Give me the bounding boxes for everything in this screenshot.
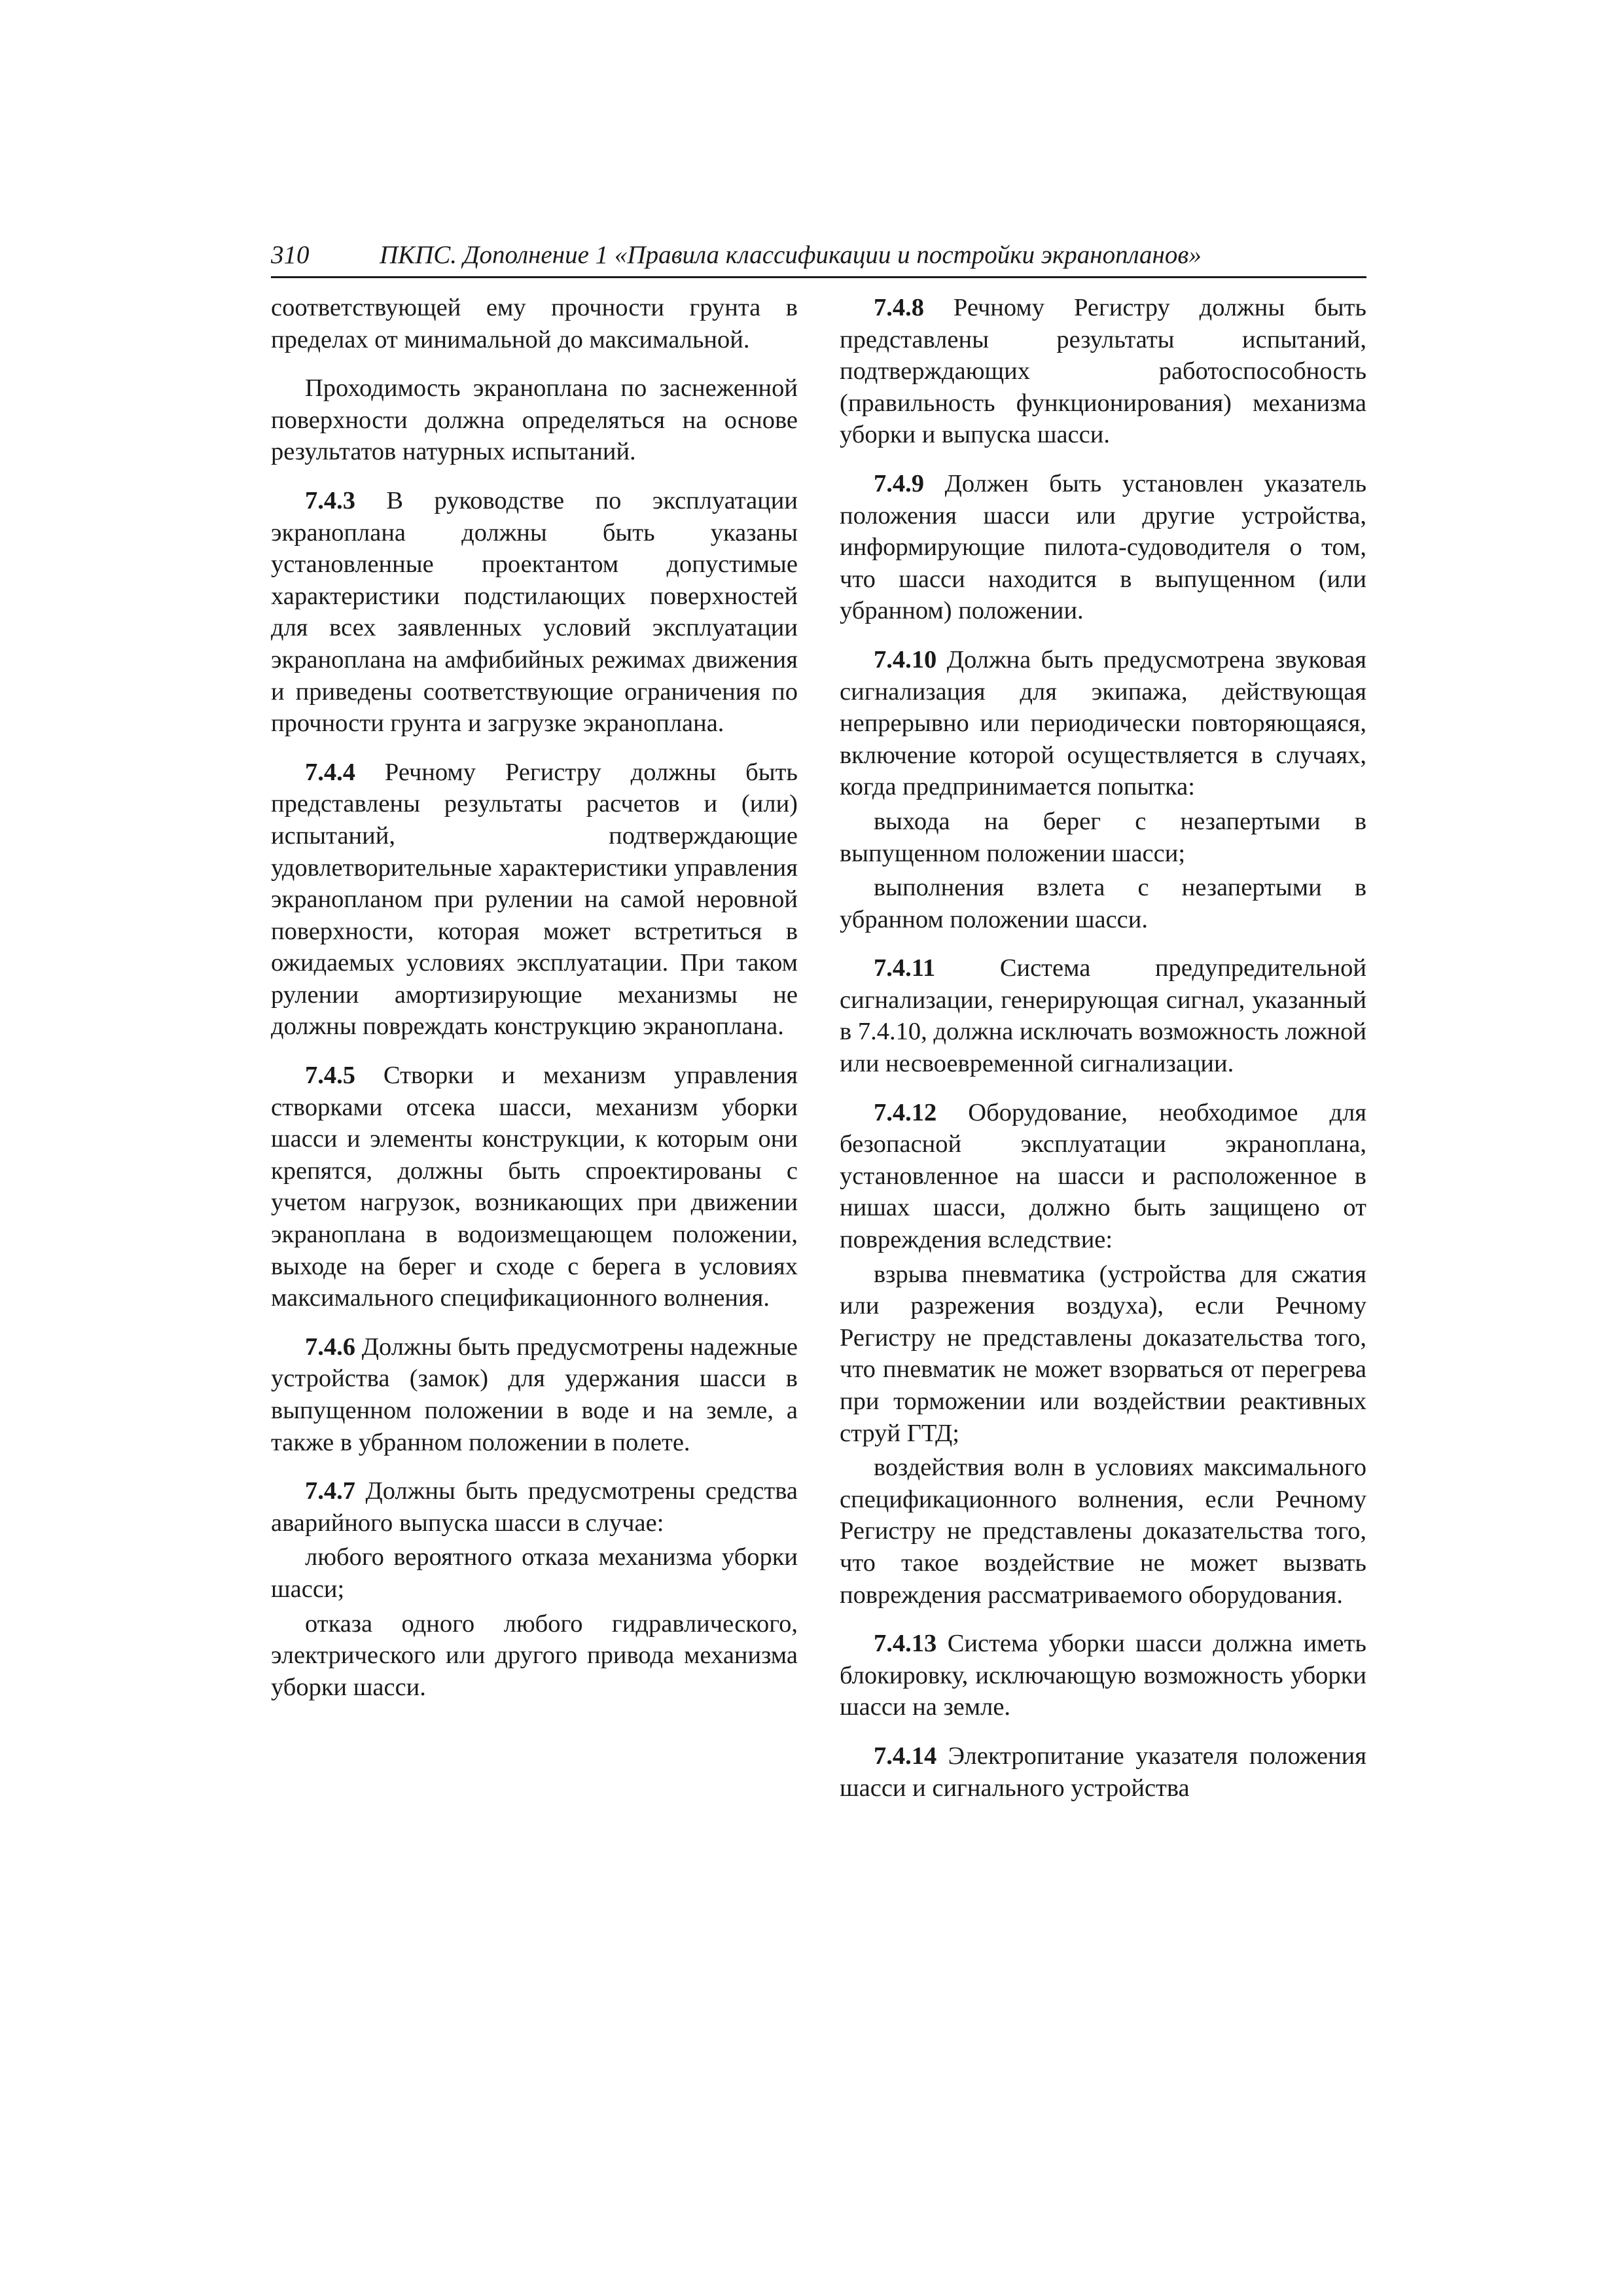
clause-7-4-11 [840,952,1366,1079]
clause-number: 7.4.10 [874,645,937,673]
clause-text: Должны быть предусмотрены средства аварийного выпуска шасси в случае: [271,1477,798,1537]
paragraph [271,292,798,355]
clause-text: Речному Регистру должны быть представлены результаты расчетов и (или) испытаний, подтверждающие удовлетворительные характеристики управления экранопланом при рулении на самой неровной поверхности, которая может встретиться в ожидаемых условиях эксплуатации. При таком рулении амортизирующие механизмы не должны повреждать конструкцию экраноплана. [271,758,798,1041]
clause-number: 7.4.3 [305,486,355,514]
clause-7-4-7 [271,1475,798,1539]
clause-7-4-4 [271,757,798,1043]
clause-number: 7.4.6 [305,1333,355,1361]
clause-7-4-14 [840,1740,1366,1804]
list-item [840,1259,1366,1450]
clause-number: 7.4.5 [305,1062,355,1090]
clause-7-4-8 [840,292,1366,451]
list-item [271,1541,798,1605]
clause-number: 7.4.4 [305,758,355,786]
clause-text: Должна быть предусмотрена звуковая сигнализация для экипажа, действующая непрерывно или периодически повторяющаяся, включение которой осуществляется в случаях, когда предпринимается попытка: [840,645,1366,801]
clause-number: 7.4.14 [874,1742,937,1770]
paragraph-text: соответствующей ему прочности грунта в пределах от минимальной до максимальной. [271,294,798,353]
clause-text: Должен быть установлен указатель положения шасси или другие устройства, информирующие пилота-судоводителя о том, что шасси находится в выпущенном (или убранном) положении. [840,469,1366,625]
list-item-text: отказа одного любого гидравлического, электрического или другого привода механизма уборки шасси. [271,1609,798,1701]
clause-number: 7.4.9 [874,469,924,497]
clause-text: Электропитание указателя положения шасси и сигнального устройства [840,1742,1366,1802]
list-item-text: выполнения взлета с незапертыми в убранном положении шасси. [840,874,1366,933]
running-title: ПКПС. Дополнение 1 «Правила классификации и постройки экранопланов» [380,241,1202,269]
page-number: 310 [271,241,310,269]
clause-text: Речному Регистру должны быть представлены результаты испытаний, подтверждающих работоспособность (правильность функционирования) механизма уборки и выпуска шасси. [840,294,1366,449]
clause-number: 7.4.12 [874,1098,937,1126]
clause-7-4-10 [840,644,1366,803]
clause-number: 7.4.11 [874,954,936,982]
clause-7-4-13 [840,1628,1366,1723]
clause-7-4-9 [840,468,1366,627]
clause-text: В руководстве по эксплуатации экраноплана должны быть указаны установленные проектантом допустимые характеристики подстилающих поверхностей для всех заявленных условий эксплуатации экраноплана на амфибийных режимах движения и приведены соответствующие ограничения по прочности грунта и загрузке экраноплана. [271,486,798,738]
list-item-text: выхода на берег с незапертыми в выпущенном положении шасси; [840,807,1366,867]
clause-text: Система предупредительной сигнализации, генерирующая сигнал, указанный в 7.4.10, должна исключать возможность ложной или несвоевременной сигнализации. [840,954,1366,1078]
paragraph [271,372,798,468]
clause-text: Система уборки шасси должна иметь блокировку, исключающую возможность уборки шасси на земле. [840,1630,1366,1721]
left-column [271,292,798,1720]
clause-number: 7.4.7 [305,1477,355,1505]
clause-number: 7.4.8 [874,294,924,321]
list-item-text: любого вероятного отказа механизма уборки шасси; [271,1543,798,1603]
page-header [271,238,1366,278]
clause-text: Оборудование, необходимое для безопасной эксплуатации экраноплана, установленное на шасси и расположенное в нишах шасси, должно быть защищено от повреждения вследствие: [840,1098,1366,1254]
paragraph-text: Проходимость экраноплана по заснеженной поверхности должна определяться на основе результатов натурных испытаний. [271,374,798,466]
list-item [840,1452,1366,1611]
clause-text: Должны быть предусмотрены надежные устройства (замок) для удержания шасси в выпущенном положении в воде и на земле, а также в убранном положении в полете. [271,1333,798,1456]
list-item [271,1608,798,1704]
list-item-text: воздействия волн в условиях максимального спецификационного волнения, если Речному Регистру не представлены доказательства того, что такое воздействие не может вызвать повреждения рассматриваемого оборудования. [840,1454,1366,1609]
clause-7-4-6 [271,1331,798,1458]
clause-7-4-12 [840,1097,1366,1256]
right-column [840,292,1366,1821]
clause-7-4-5 [271,1060,798,1314]
clause-text: Створки и механизм управления створками отсека шасси, механизм уборки шасси и элементы конструкции, к которым они крепятся, должны быть спроектированы с учетом нагрузок, возникающих при движении экраноплана в водоизмещающем положении, выходе на берег и сходе с берега в условиях максимального спецификационного волнения. [271,1062,798,1312]
list-item [840,806,1366,869]
clause-number: 7.4.13 [874,1630,937,1658]
list-item-text: взрыва пневматика (устройства для сжатия или разрежения воздуха), если Речному Регистру не представлены доказательства того, что пневматик не может взорваться от перегрева при торможении или воздействии реактивных струй ГТД; [840,1260,1366,1447]
list-item [840,872,1366,935]
clause-7-4-3 [271,485,798,740]
